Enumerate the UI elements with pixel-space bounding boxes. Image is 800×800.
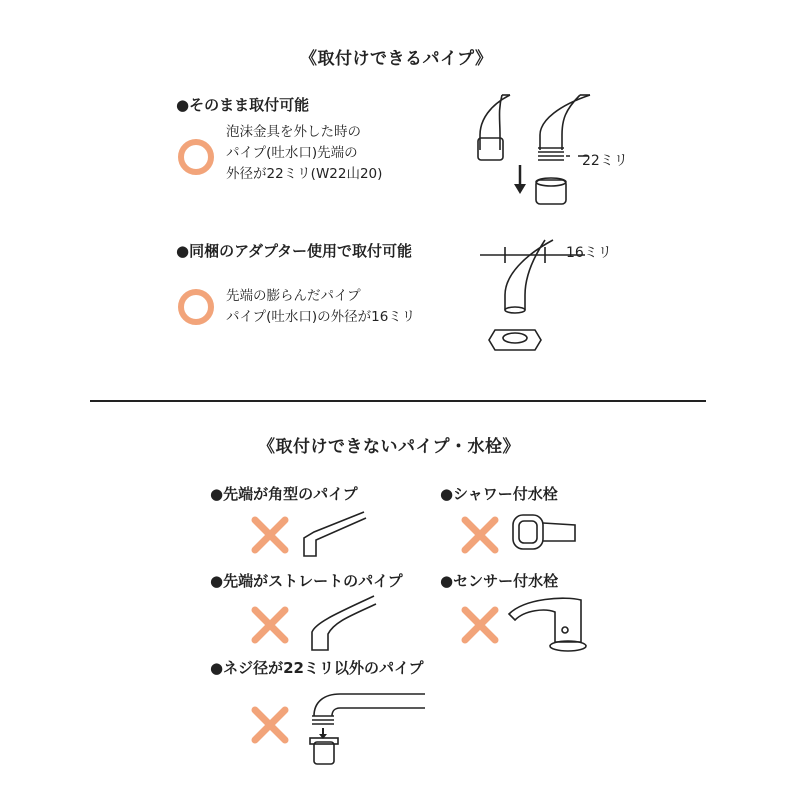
section-divider: [90, 400, 706, 402]
item-desc-adapter: [226, 286, 415, 328]
item-title-thread: ●ネジ径が22ミリ以外のパイプ: [210, 659, 424, 677]
circle-ok-icon: [178, 139, 214, 175]
straight-pipe-illustration: [300, 592, 380, 652]
item-title-adapter: ●同梱のアダプター使用で取付可能: [176, 242, 412, 260]
cross-ng-icon: [250, 515, 290, 555]
circle-ok-icon: [178, 289, 214, 325]
dimension-label-22: 22ミリ: [582, 153, 628, 169]
item-title-square: ●先端が角型のパイプ: [210, 485, 358, 503]
desc-line: パイプ(吐水口)先端の: [226, 145, 358, 161]
square-pipe-illustration: [300, 508, 370, 558]
dimension-label-16: 16ミリ: [566, 245, 612, 261]
shower-faucet-illustration: [505, 505, 585, 560]
desc-line: 外径が22ミリ(W22山20): [226, 166, 383, 182]
item-title-sensor: ●センサー付水栓: [440, 572, 559, 590]
cross-ng-icon: [250, 605, 290, 645]
section-title-impossible: 《取付けできないパイプ・水栓》: [258, 437, 520, 457]
item-desc-direct: [226, 122, 382, 185]
item-title-straight: ●先端がストレートのパイプ: [210, 572, 403, 590]
section-title-possible: 《取付けできるパイプ》: [300, 49, 493, 69]
sensor-faucet-illustration: [505, 592, 595, 657]
thread-pipe-illustration: [300, 690, 430, 790]
desc-line: 先端の膨らんだパイプ: [226, 288, 361, 304]
cross-ng-icon: [250, 705, 290, 745]
cross-ng-icon: [460, 605, 500, 645]
cross-ng-icon: [460, 515, 500, 555]
item-title-direct: ●そのまま取付可能: [176, 96, 310, 114]
desc-line: 泡沫金具を外した時の: [226, 124, 361, 140]
item-title-shower: ●シャワー付水栓: [440, 485, 558, 503]
desc-line: パイプ(吐水口)の外径が16ミリ: [226, 309, 416, 325]
